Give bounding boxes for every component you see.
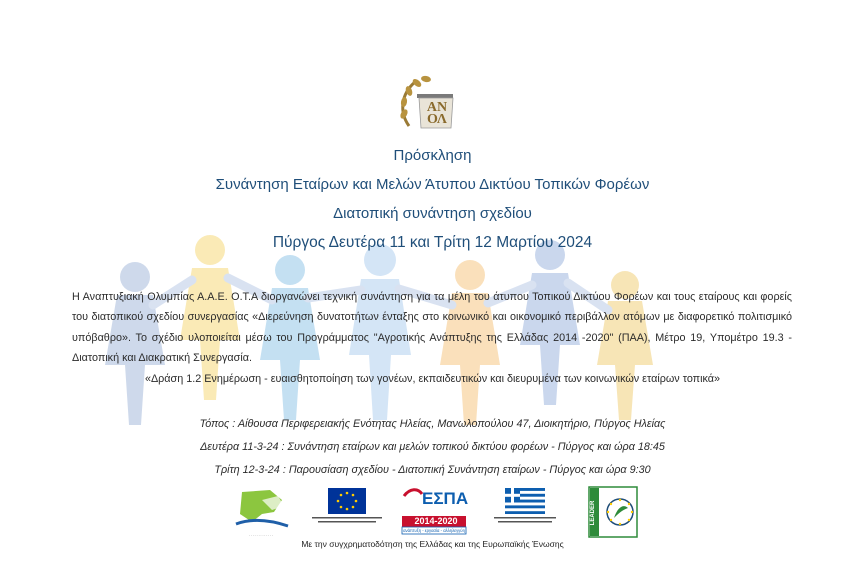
eu-flag-icon [308, 486, 386, 526]
logo-text-line2: ΟΛ [427, 112, 447, 127]
location-line: Τόπος : Αίθουσα Περιφερειακής Ενότητας Ηλείας, Μανωλοπούλου 47, Διοικητήριο, Πύργος Ηλείας [199, 418, 666, 430]
logo-text [417, 102, 457, 126]
place-date-title: Πύργος Δευτέρα 11 και Τρίτη 12 Μαρτίου 2024 [272, 234, 593, 251]
espa-years: 2014-2020 [414, 516, 458, 526]
espa-logo [400, 486, 468, 541]
heading-block [0, 146, 865, 262]
leader-label: LEADER [590, 500, 596, 526]
action-title: «Δράση 1.2 Ενημέρωση - ευαισθητοποίηση των γονέων, εκπαιδευτικών και διευρυμένα των κοινωνικών εταίρων τοπικά» [144, 373, 721, 385]
day2-schedule: Τρίτη 12-3-24 : Παρουσίαση σχεδίου - Διατοπική Συνάντηση εταίρων - Πύργος και ώρα 9:30 [214, 464, 651, 476]
leader-logo [588, 486, 638, 541]
invitation-title: Πρόσκληση [393, 147, 472, 164]
cofunding-note: Με την συγχρηματοδότηση της Ελλάδας και της Ευρωπαϊκής Ένωσης [301, 539, 564, 549]
greek-republic-logo [488, 486, 562, 541]
eu-flag-logo [308, 486, 386, 541]
anol-logo [395, 72, 465, 134]
greek-flag-icon [488, 486, 562, 528]
day1-schedule: Δευτέρα 11-3-24 : Συνάντηση εταίρων και μελών τοπικού δικτύου φορέων - Πύργος και ώρα 18:45 [200, 441, 665, 453]
logo-text-line1: ΑΝ [426, 100, 448, 115]
espa-tagline: ανάπτυξη - εργασία - αλληλεγγύη [403, 528, 465, 533]
region-logo: . . . . . . . . . . . . . [232, 486, 290, 541]
espa-title: ΕΣΠΑ [422, 489, 469, 508]
region-map-icon [232, 486, 290, 528]
meeting-title: Συνάντηση Εταίρων και Μελών Άτυπου Δικτύου Τοπικών Φορέων [215, 176, 650, 193]
meeting-type: Διατοπική συνάντηση σχεδίου [333, 205, 532, 222]
body-paragraph: Η Αναπτυξιακή Ολυμπίας Α.Α.Ε. Ο.Τ.Α διοργανώνει τεχνική συνάντηση για τα μέλη του άτυπου Τοπικού Δικτύου Φορέων και τους εταίρους και φορείς του διατοπικού σχεδίου συνεργασίας «Διερεύνηση δυνατοτήτων ένταξης στο κοινωνικό και οικονομικό περιβάλλον ατόμων με διαφορετικό πολιτισμικό υπόβαθρο». Το σχέδιο υλοποιείται μέσω του Προγράμματος "Αγροτικής Ανάπτυξης της Ελλάδας 2014 -2020" (ΠΑΑ), Μέτρο 19, Υπομέτρο 19.3 - Διατοπική και Διακρατική Συνεργασία. [72, 291, 792, 364]
